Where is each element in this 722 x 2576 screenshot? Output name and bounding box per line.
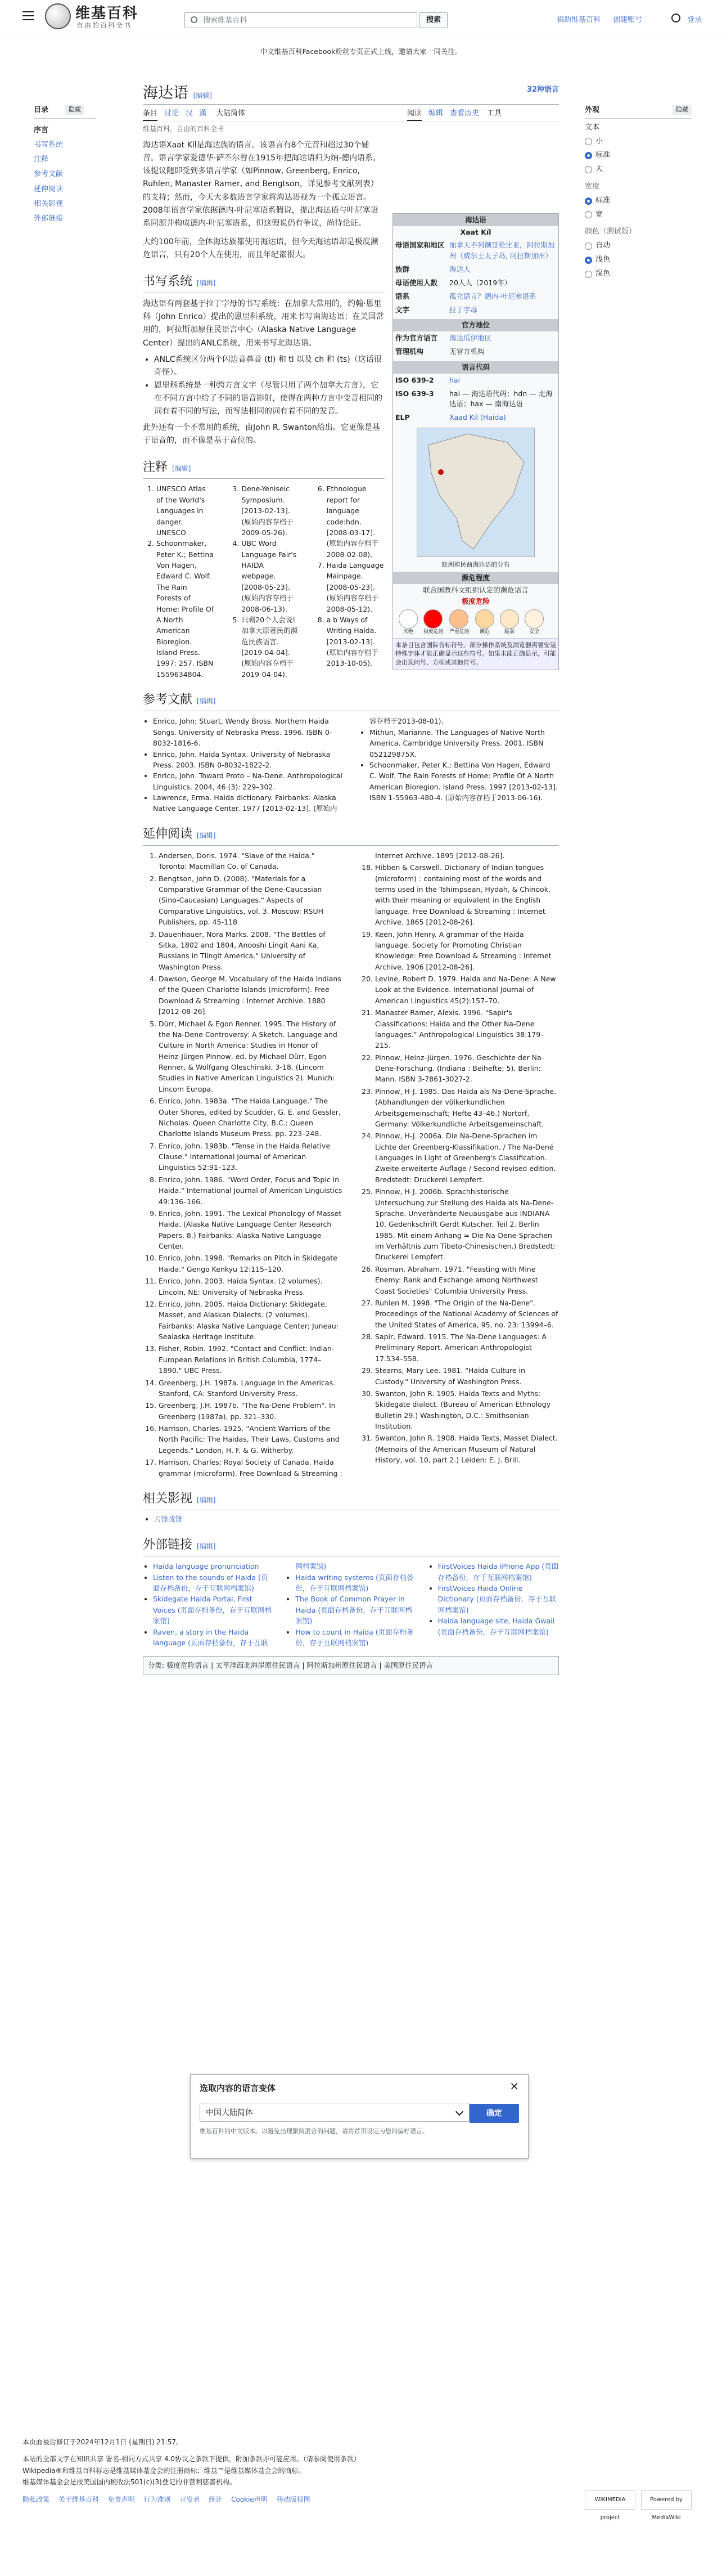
- radio-option[interactable]: 自动: [585, 240, 692, 252]
- further-reading-item: 3. Dauenhauer, Nora Marks. 2008. "The Battles of Sitka, 1802 and 1804, Anooshi Lingit Aani Ka, Russians in Tlingit America." University of Washington Press.: [159, 929, 342, 973]
- external-link-item[interactable]: • FirstVoices Haida Online Dictionary (页面存档备份，存于互联网档案馆): [438, 1583, 559, 1615]
- infobox-row: 语系 孤立语言？德内-叶尼塞语系: [395, 291, 536, 300]
- external-link-item[interactable]: • Listen to the sounds of Haida (页面存档备份，存于互联网档案馆): [153, 1572, 274, 1594]
- wikipedia-globe-logo[interactable]: [45, 3, 71, 29]
- main-menu-icon[interactable]: [22, 11, 34, 20]
- list-item: • 恩里科系统是一种跨方言文字（尽管只用了两个加拿大方言），它在不同方言中给了不同的语音影射，使得在两种方言中变音相同的词有着不同的写法，而写法相同的词有着不同的发音。: [154, 379, 385, 418]
- toc-item[interactable]: 延伸阅读: [34, 185, 64, 194]
- further-reading-item: 7. Enrico, John. 1983b. "Tense in the Haida Relative Clause." International Journal of American Linguistics 52:91–123.: [159, 1141, 342, 1173]
- notes-list: [143, 483, 385, 680]
- footer-link[interactable]: Cookie声明: [231, 2495, 268, 2503]
- infobox-row: ELP Xaad Kil (Haida): [395, 413, 506, 422]
- title-row: [143, 79, 559, 105]
- note-item: 7. Haida Language Mainpage. [2008-05-23]. (原始内容存档于2008-05-12).: [327, 560, 385, 614]
- section-heading: 参考文献 [编辑]: [143, 690, 559, 711]
- infobox-row: ISO 639-3 hai — 海达语代码；hdn — 北海达语；hax — 南海达语: [395, 389, 553, 408]
- danger-caption[interactable]: 联合国教科文组织认定的濒危语言: [423, 586, 529, 595]
- user-menu-icon[interactable]: [671, 14, 680, 23]
- radio-icon: [585, 271, 592, 278]
- tab-variant-simp[interactable]: 汉: [186, 109, 193, 118]
- list-item: • 刀锋战锋: [154, 1514, 559, 1525]
- text-size-label: 文本: [585, 123, 600, 132]
- note-item: 4. UBC Word Language Fair's HAIDA webpage. [2008-05-23]. (原始内容存档于2008-06-13).: [241, 538, 299, 614]
- toc-item[interactable]: 注释: [34, 155, 49, 164]
- article-body: [143, 139, 559, 1675]
- radio-option[interactable]: 浅色: [585, 254, 692, 266]
- further-reading-item: 17. Harrison, Charles; Royal Society of Canada. Haida grammar (microform). Free Download & Streaming : Internet Archive. 1895 [2012-08-26].: [159, 850, 559, 1479]
- infobox-row: 作为官方语言 海达瓜伊地区: [395, 334, 492, 343]
- radio-option[interactable]: 大: [585, 164, 692, 176]
- infobox-row: 母语国家和地区 加拿大不列颠哥伦比亚，阿拉斯加州（威尔士太子岛, 阿拉斯加州）: [395, 241, 555, 260]
- infobox-row: 管理机构 无官方机构: [395, 347, 485, 356]
- further-reading-item: 9. Enrico, John. 1991. The Lexical Phonology of Masset Haida. (Alaska Native Language Center Research Papers, 8.) Fairbanks: Alaska Native Language Center.: [159, 1208, 342, 1252]
- further-reading-item: 11. Enrico, John. 2003. Haida Syntax. (2 volumes). Lincoln, NE: University of Nebraska Press.: [159, 1276, 342, 1298]
- donate-link[interactable]: 捐助维基百科: [557, 16, 601, 24]
- radio-option[interactable]: 深色: [585, 268, 692, 280]
- external-link-item[interactable]: • Haida language pronunciation: [153, 1561, 274, 1572]
- section-heading: 注释 [编辑]: [143, 457, 385, 479]
- search-icon: [191, 16, 197, 23]
- further-reading-item: 18. Hibben & Carswell. Dictionary of Indian tongues (microform) : containing most of the words and terms used in the Tshimpsean, Hydah, & Chinook, with their meaning or equivalent in the English language. Free Download & Streaming : Internet Archive. 1865 [2012-08-26].: [375, 862, 559, 927]
- map-caption: 欧洲殖民前海达语的分布: [441, 561, 510, 569]
- reference-item: • Enrico, John. Toward Proto – Na-Dene. Anthropological Linguistics. 2004, 46 (3): 229–302.: [153, 770, 342, 792]
- reference-item: • Lawrence, Erma. Haida dictionary. Fairbanks: Alaska Native Language Center. 1977 [2013-02-13]. (原始内容存档于2013-08-01).: [153, 716, 559, 814]
- further-reading-item: 25. Pinnow, H-J. 2006b. Sprachhistorische Untersuchung zur Stellung des Haida als Na-Dene-Sprache. Unveränderte Neuausgabe aus INDIANA 10, Gedenkschrift Gerdt Kutscher. Teil 2. Berlin 1985. Mit einem Anhang = Die Na-Dene-Sprachen im Verhältnis zum Tibeto-Chinesischen.) Bredstedt: Druckerei Lempfert.: [375, 1186, 559, 1263]
- radio-option[interactable]: 标准: [585, 150, 692, 161]
- radio-icon: [585, 257, 592, 264]
- reference-item: • Mithun, Marianne. The Languages of Native North America. Cambridge University Press. 2001. ISBN 052129875X.: [369, 727, 559, 760]
- external-links-list: [143, 1561, 559, 1648]
- dialog-title: 选取内容的语言变体: [200, 2083, 276, 2093]
- danger-level: 极度危险: [461, 597, 490, 606]
- color-label: 颜色（测试版）: [585, 227, 637, 236]
- toc-item[interactable]: 书写系统: [34, 140, 64, 149]
- toc-item[interactable]: 参考文献: [34, 170, 64, 179]
- reference-item: • Schoonmaker, Peter K.; Bettina Von Hagen, Edward C. Wolf. The Rain Forests of Home: Profile Of A North American Bioregion. Island Press. 1997 [2013-02-13]. ISBN 1-55963-480-4. (原始内容存档于2013-06-16).: [369, 760, 559, 804]
- license-text: 本站的全部文字在知识共享 署名-相同方式共享 4.0协议之条款下提供，附加条款亦可能应用。（请参阅使用条款）: [22, 2455, 361, 2463]
- note-item: 8. a b Ways of Writing Haida. [2013-02-13]. (原始内容存档于2013-10-05).: [327, 614, 385, 669]
- section-edit-link[interactable]: [编辑]: [197, 1542, 216, 1551]
- action-tools[interactable]: 工具: [487, 109, 502, 118]
- width-label: 宽度: [585, 182, 600, 191]
- language-button[interactable]: 32种语言: [526, 86, 559, 94]
- danger-circle: [423, 609, 443, 629]
- danger-circle: [525, 609, 544, 629]
- further-reading-item: 20. Levine, Robert D. 1979. Haida and Na-Dene: A New Look at the Evidence. International Journal of American Linguistics 45(2):157–70.: [375, 973, 559, 1006]
- radio-option[interactable]: 标准: [585, 195, 692, 207]
- note-item: 1. UNESCO Atlas of the World's Languages in danger. UNESCO: [156, 483, 214, 538]
- external-link-item[interactable]: • Skidegate Haida Portal, First Voices (页面存档备份，存于互联网档案馆): [153, 1594, 274, 1626]
- radio-icon: [585, 211, 592, 218]
- further-reading-item: 10. Enrico, John. 1998. "Remarks on Pitch in Skidegate Haida." Gengo Kenkyu 12:115–120.: [159, 1253, 342, 1274]
- reference-item: • Enrico, John; Stuart, Wendy Bross. Northern Haida Songs. University of Nebraska Press. 1996. ISBN 0-8032-1816-6.: [153, 716, 342, 748]
- writing-paragraph: 海达语有两套基于拉丁字母的书写系统：在加拿大常用的，约翰·恩里科（John Enrico）提出的恩里科系统，用来书写南海达语；在美国常用的，阿拉斯加原住民语言中心（Alaska Native Language Center）提出的ANLC系统，用来书写北海达语。: [143, 299, 384, 348]
- confirm-button[interactable]: 确定: [470, 2104, 519, 2123]
- site-subtitle: 自由的百科全书: [76, 21, 132, 29]
- page-tabs: [143, 105, 559, 122]
- infobox-row: ISO 639-2 hai: [395, 375, 461, 384]
- site-title[interactable]: 维基百科: [75, 5, 139, 22]
- note-item: 2. Schoonmaker, Peter K.; Bettina Von Hagen, Edward C. Wolf. The Rain Forests of Home: Profile Of A North American Bioregion. Island Press. 1997: 257. ISBN 1559634804.: [156, 538, 214, 680]
- login-link[interactable]: 登录: [687, 16, 702, 24]
- ipa-notice: 本条目包含国际音标符号。部分操作系统及浏览器需要安装特殊字体才能正确显示这些符号。如果未能正确显示，可能会出现问号、方框或其他符号。: [393, 638, 558, 670]
- intro-paragraph: 大约100年前，全体海达族都使用海达语，但今天海达语却是极度濒危语言，只有20个人在使用，而且年纪都很大。: [143, 237, 378, 259]
- last-modified: 本页面最后修订于2024年12月1日 (星期日) 21:57。: [22, 2438, 183, 2446]
- references-list: [143, 716, 559, 814]
- further-reading-item: 1. Andersen, Doris. 1974. "Slave of the Haida." Toronto: Macmillan Co. of Canada.: [159, 850, 342, 872]
- infobox-native-name: Xaat Kíl: [460, 228, 491, 237]
- infobox-title: 海达语: [393, 214, 558, 226]
- infobox-section: 官方地位: [393, 319, 558, 331]
- reference-item: • Enrico, John. Haida Syntax. University of Nebraska Press. 2003. ISBN 0-8032-1822-2.: [153, 749, 342, 771]
- page-title: 海达语 [编辑]: [143, 84, 212, 102]
- foundation-text: 维基媒体基金会是按美国国内税收法501(c)(3)登记的非营利慈善机构。: [22, 2478, 236, 2487]
- further-reading-item: 27. Ruhlen M. 1998. "The Origin of the Na-Dene". Proceedings of the National Academy of Sciences of the United States of America, 95, no. 23: 13994–6.: [375, 1298, 559, 1330]
- mediawiki-badge[interactable]: Powered by MediaWiki: [641, 2490, 692, 2510]
- further-reading-item: 13. Fisher, Robin. 1992. "Contact and Conflict: Indian-European Relations in British Columbia, 1774–1890." UBC Press.: [159, 1343, 342, 1376]
- north-america-map-icon: [417, 428, 534, 557]
- toc-item[interactable]: 相关影视: [34, 199, 64, 208]
- external-link-item[interactable]: • Haida writing systems (页面存档备份，存于互联网档案馆): [295, 1572, 416, 1594]
- section-heading: 相关影视 [编辑]: [143, 1489, 559, 1510]
- search-button[interactable]: 搜索: [419, 12, 448, 28]
- section-heading: 延伸阅读 [编辑]: [143, 824, 559, 846]
- infobox-section: 濒危程度: [393, 572, 558, 584]
- appearance-hide-button[interactable]: 隐藏: [673, 105, 692, 115]
- further-reading-item: 24. Pinnow, H-J. 2006a. Die Na-Dene-Sprachen im Lichte der Greenberg-Klassifikation. / The Na-Dené Languages in Light of Greenberg's Classification. Zweite erweiterte Auflage / Second revised edition. Bredstedt: Druckerei Lempfert.: [375, 1130, 559, 1185]
- variant-dropdown[interactable]: 大陆简体: [216, 109, 246, 118]
- list-item: • ANLC系统区分两个闪边音鼻音 (tl) 和 tl 以及 ch 和 (ts)（这话很奇怪）。: [154, 353, 385, 379]
- external-link-item[interactable]: • The Book of Common Prayer in Haida (页面存档备份，存于互联网档案馆): [295, 1594, 416, 1626]
- danger-circle: [449, 609, 468, 629]
- footer-link[interactable]: 移动版视图: [276, 2495, 310, 2503]
- danger-scale: 灭绝 极度危险 严重危险 濒危 脆弱 安全: [393, 607, 558, 638]
- tab-talk[interactable]: 讨论: [164, 109, 179, 118]
- main-content: [143, 79, 559, 1675]
- appearance-panel: [585, 105, 692, 282]
- toc-item[interactable]: 序言: [34, 125, 49, 134]
- section-edit-link[interactable]: [编辑]: [197, 1496, 216, 1504]
- trademark-text: Wikipedia®和维基百科标志是维基媒体基金会的注册商标；维基™是维基媒体基金会的商标。: [22, 2466, 305, 2475]
- writing-paragraph: 此外还有一个不常用的系统，由John R. Swanton给出。它更像是基于语音的，而不像是基于音位的。: [143, 423, 380, 446]
- tagline: 维基百科，自由的百科全书: [143, 125, 224, 133]
- section-edit-link[interactable]: [编辑]: [197, 697, 216, 706]
- action-edit[interactable]: 编辑: [428, 109, 444, 118]
- toc-hide-button[interactable]: 隐藏: [65, 105, 84, 115]
- infobox: [392, 213, 559, 670]
- footer-link[interactable]: 统计: [209, 2495, 223, 2503]
- note-item: 3. Dene-Yeniseic Symposium. [2013-02-13]. (原始内容存档于2009-05-26).: [241, 483, 299, 538]
- dialog-note: 维基百科的中文版本。以避免出现繁简混合的问题，请将首页设定为您的偏好语言。: [200, 2128, 428, 2135]
- toc-header: 目录 隐藏: [34, 105, 96, 119]
- further-reading-item: 8. Enrico, John. 1986. "Word Order, Focus and Topic in Haida." International Journal of American Linguistics 49:136–166.: [159, 1174, 342, 1207]
- further-reading-item: 23. Pinnow, H-J. 1985. Das Haida als Na-Dene-Sprache. (Abhandlungen der völkerkundlichen Arbeitsgemeinschaft; Hefte 43–46.) Nortorf, Germany: Völkerkundliche Arbeitsgemeinschaft.: [375, 1086, 559, 1130]
- create-account-link[interactable]: 创建账号: [613, 16, 643, 24]
- footer-link[interactable]: 免责声明: [107, 2495, 135, 2503]
- further-reading-item: 14. Greenberg, J.H. 1987a. Language in the Americas. Stanford, CA: Stanford University Press.: [159, 1377, 342, 1399]
- further-reading-item: 6. Enrico, John. 1983a. "The Haida Language." The Outer Shores, edited by Scudder, G. E. and Gessler, Nicholas. Queen Charlotte City, B.C.: Queen Charlotte Islands Museum Press. pp. 223–248.: [159, 1096, 342, 1139]
- external-link-item[interactable]: • How to count in Haida (页面存档备份，存于互联网档案馆): [295, 1627, 416, 1649]
- infobox-section: 语言代码: [393, 361, 558, 374]
- radio-option[interactable]: 小: [585, 136, 692, 148]
- infobox-row: 族群 海达人: [395, 264, 471, 273]
- infobox-row: 母语使用人数 20人人（2019年）: [395, 278, 512, 287]
- section-heading: 外部链接 [编辑]: [143, 1535, 559, 1556]
- search-input[interactable]: 搜索维基百科: [184, 12, 417, 28]
- note-item: 5. 只剩20个人会说! 加拿大原著民的濒危民族语言. [2019-04-04]. (原始内容存档于2019-04-04).: [241, 614, 299, 680]
- radio-icon: [585, 152, 592, 159]
- action-read[interactable]: 阅读: [407, 108, 422, 121]
- title-edit-link[interactable]: [编辑]: [193, 92, 212, 100]
- radio-icon: [585, 166, 592, 173]
- radio-option[interactable]: 宽: [585, 209, 692, 221]
- further-reading-item: 31. Swanton, John R. 1908. Haida Texts, Masset Dialect. (Memoirs of the American Museum of Natural History, vol. 10, part 2.) Leiden: E. J. Brill.: [375, 1433, 559, 1465]
- distribution-map[interactable]: [417, 428, 535, 557]
- danger-circle: [475, 609, 494, 629]
- further-reading-item: 28. Sapir, Edward. 1915. The Na-Dene Languages: A Preliminary Report. American Anthropologist 17.534–558.: [375, 1331, 559, 1364]
- footer-link[interactable]: 关于维基百科: [58, 2495, 99, 2503]
- further-reading-item: 2. Bengtson, John D. (2008). "Materials for a Comparative Grammar of the Dene-Caucasian (Sino-Caucasian) Languages." Aspects of Comparative Linguistics, vol. 3. Moscow: RSUH Publishers, pp. 45-118: [159, 873, 342, 928]
- footer-link[interactable]: 隐私政策: [22, 2495, 50, 2503]
- further-reading-item: 5. Dürr, Michael & Egon Renner. 1995. The History of the Na-Dene Controversy: A Sketch. Language and Culture in North America: Studies in Honor of Heinz-Jürgen Pinnow, ed. by Michael Dürr, Egon Renner, & Wolfgang Oleschinski, 3-18. (Lincom Studies in Native American Linguistics 2). Munich: Lincom Europa.: [159, 1018, 342, 1095]
- section-edit-link[interactable]: [编辑]: [197, 279, 216, 288]
- danger-circle: [399, 609, 418, 629]
- radio-icon: [585, 243, 592, 250]
- further-reading-item: 21. Manaster Ramer, Alexis. 1996. "Sapir's Classifications: Haida and the Other Na-Dene languages." Anthropological Linguistics 38:179–215.: [375, 1007, 559, 1051]
- section-edit-link[interactable]: [编辑]: [172, 465, 191, 473]
- further-reading-item: 16. Harrison, Charles. 1925. "Ancient Warriors of the North Pacific: The Haidas, Their Laws, Customs and Legends." London, H. F. & G. Witherby.: [159, 1423, 342, 1456]
- appearance-header: 外观 隐藏: [585, 105, 692, 119]
- wikimedia-badge[interactable]: WIKIMEDIA project: [585, 2490, 635, 2510]
- danger-circle: [500, 609, 519, 629]
- further-reading-item: 4. Dawson, George M. Vocabulary of the Haida Indians of the Queen Charlotte Islands (microform). Free Download & Streaming : Internet Archive. 1880 [2012-08-26].: [159, 973, 342, 1017]
- external-link-item[interactable]: • Raven, a story in the Haida language (页面存档备份，存于互联网档案馆): [153, 1561, 417, 1648]
- further-reading-item: 15. Greenberg, J.H. 1987b. "The Na-Dene Problem". In Greenberg (1987a), pp. 321–330.: [159, 1400, 342, 1422]
- radio-icon: [585, 138, 592, 145]
- further-reading-item: 30. Swanton, John R. 1905. Haida Texts and Myths: Skidegate dialect. (Bureau of American Ethnology Bulletin 29.) Washington, D.C.: Smithsonian Institution.: [375, 1388, 559, 1432]
- radio-icon: [585, 198, 592, 205]
- site-notice[interactable]: 中文维基百科Facebook粉丝专页正式上线，邀请大家一同关注。: [260, 47, 462, 56]
- further-reading-list: [143, 850, 559, 1479]
- section-heading: 书写系统 [编辑]: [143, 272, 385, 293]
- external-link-item[interactable]: • Haida language site, Haida Gwaii (页面存档备份，存于互联网档案馆): [438, 1615, 559, 1637]
- further-reading-item: 12. Enrico, John. 2005. Haida Dictionary: Skidegate, Masset, and Alaskan Dialects. (2 volumes). Fairbanks: Alaska Native Language Center; Juneau: Sealaska Heritage Institute.: [159, 1299, 342, 1343]
- variant-select[interactable]: 中国大陆简体: [200, 2103, 470, 2122]
- further-reading-item: 19. Keen, John Henry. A grammar of the Haida language. Society for Promoting Christian Knowledge: Free Download & Streaming : Internet Archive. 1906 [2012-08-26].: [375, 929, 559, 973]
- further-reading-item: 26. Rosman, Abraham. 1971. "Feasting with Mine Enemy: Rank and Exchange among Northwest Coast Societies" Columbia University Press.: [375, 1264, 559, 1296]
- infobox-row: 文字 拉丁字母: [395, 306, 478, 315]
- footer-link[interactable]: 行为准则: [143, 2495, 171, 2503]
- external-link-item[interactable]: • FirstVoices Haida iPhone App (页面存档备份，存于互联网档案馆): [438, 1561, 559, 1583]
- action-history[interactable]: 查看历史: [450, 109, 480, 118]
- variant-dialog: [190, 2074, 529, 2158]
- toc-item[interactable]: 外部链接: [34, 214, 64, 223]
- tab-variant-trad[interactable]: 漢: [199, 109, 207, 118]
- close-icon[interactable]: ×: [509, 2079, 519, 2093]
- toc-sidebar: [34, 105, 96, 224]
- intro-paragraph: 海达语Xaat Kíl是海达族的语言。该语言有8个元音和超过30个辅音。语言学家爱德华·萨丕尔曾在1915年把海达语归为纳-德内语系，该提议随即受到多语言学家（如Pinnow, Greenberg, Enrico, Ruhlen, Manaster Ramer, and Bengtson，详见参考文献列表）的支持；然而，今天大多数语言学家将海达语视为一个孤立语言。2008年语言学家依据德内-叶尼塞语系假说，提出海达语与叶尼塞语系同源并构成德内-叶尼塞语系，但这假说仍有争议，尚待论证。: [143, 141, 381, 228]
- tab-article[interactable]: 条目: [143, 108, 157, 121]
- section-edit-link[interactable]: [编辑]: [197, 831, 216, 840]
- footer-link[interactable]: 开发者: [179, 2495, 200, 2503]
- site-header: [0, 0, 722, 37]
- category-box[interactable]: 分类: 极度危险语言 | 太平洋西北海岸原住民语言 | 阿拉斯加州原住民语言 | 美国原住民语言: [143, 1656, 559, 1675]
- further-reading-item: 22. Pinnow, Heinz-Jürgen. 1976. Geschichte der Na-Dene-Forschung. (Indiana : Beihefte; 5). Berlin: Mann. ISBN 3-7861-3027-2.: [375, 1052, 559, 1085]
- further-reading-item: 29. Stearns, Mary Lee. 1981. "Haida Culture in Custody." University of Washington Press.: [375, 1365, 559, 1387]
- note-item: 6. Ethnologue report for language code:hdn. [2008-03-17]. (原始内容存档于2008-02-08).: [327, 483, 385, 560]
